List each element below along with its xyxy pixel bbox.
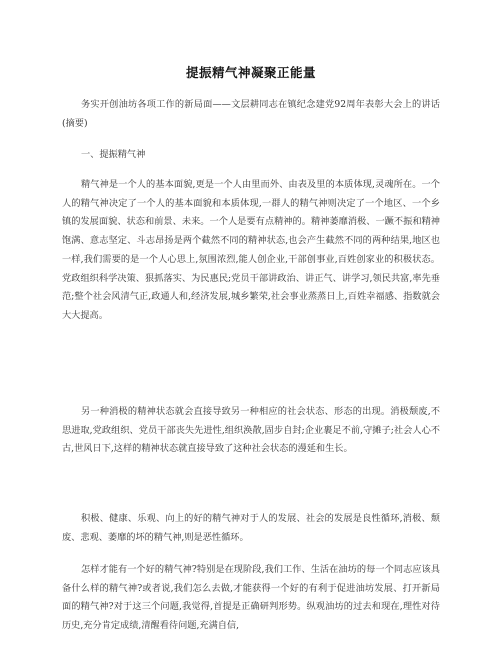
body-paragraph: 怎样才能有一个好的精气神?特别是在现阶段,我们工作、生活在油坊的每一个同志应该具备什么样的精气神?或者说,我们怎么去做,才能获得一个好的有利于促进油坊发展、打开新局面的精气神?对于这三个问题,我觉得,首提是正确研判形势。纵观油坊的过去和现在,理性对待历史,充分肯定成绩,清醒看待问题,充满自信,: [62, 564, 440, 632]
body-paragraph: 积极、健康、乐观、向上的好的精气神对于人的发展、社会的发展是良性循环,消极、颓废、悲观、萎靡的坏的精气神,则是恶性循环。: [62, 513, 440, 543]
document-subtitle: 务实开创油坊各项工作的新局面——文层耕同志在镇纪念建党92周年表彰大会上的讲话(摘要): [62, 99, 440, 129]
body-paragraph: 另一种消极的精神状态就会直接导致另一种相应的社会状态、形态的出现。消极颓废,不思进取,党政组织、党员干部丧失先进性,组织涣散,固步自封;企业裹足不前,守摊子;社会人心不古,世风日下,这样的精神状态就直接导致了这种社会状态的漫延和生长。: [62, 406, 440, 455]
body-paragraph: 精气神是一个人的基本面貌,更是一个人由里而外、由表及里的本质体现,灵魂所在。一个人的精气神决定了一个人的基本面貌和本质体现,一群人的精气神则决定了一个地区、一个乡镇的发展面貌、状态和前景、未来。一个人是要有点精神的。精神萎靡消极、一蹶不振和精神饱满、意志坚定、斗志昂扬是两个截然不同的精神状态,也会产生截然不同的两种结果,地区也一样,我们需要的是一个人心思上,氛围浓烈,能人创企业,干部创事业,百姓创家业的积极状态。党政组织科学决策、狠抓落实、为民惠民;党员干部讲政治、讲正气、讲学习,领民共富,率先垂范;整个社会风清气正,政通人和,经济发展,城乡繁荣,社会事业蒸蒸日上,百姓幸福感、指数就会大大提高。: [62, 179, 440, 321]
document-title: 提振精气神凝聚正能量: [185, 65, 316, 80]
section-heading: 一、提振精气神: [81, 149, 146, 160]
